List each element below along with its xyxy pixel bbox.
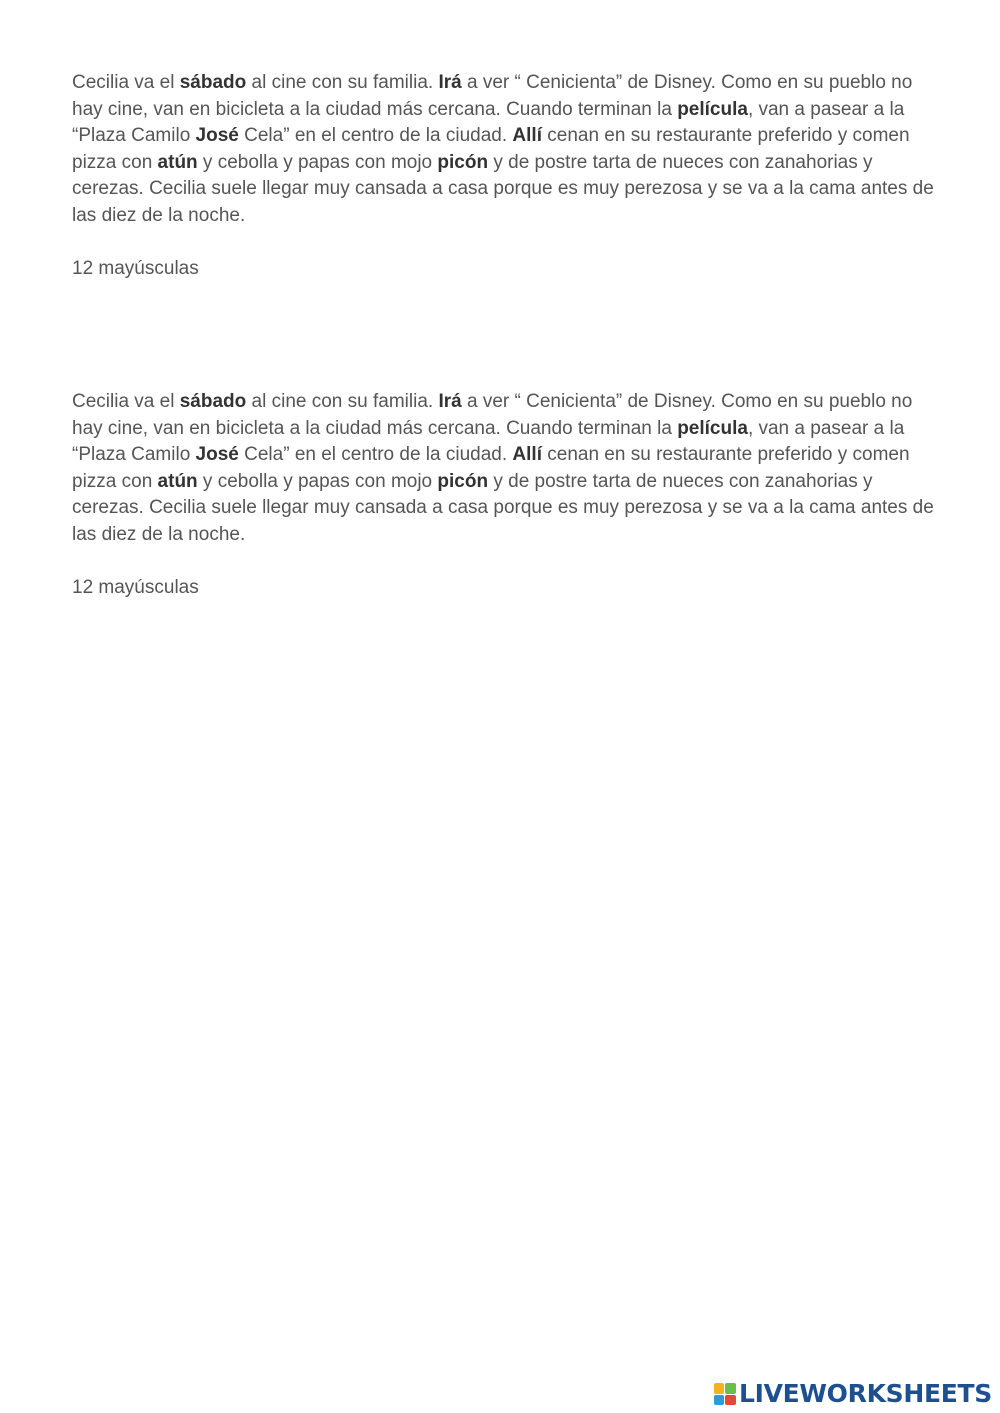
exercise-block-2 [72, 389, 942, 602]
exercise-paragraph: Cecilia va el sábado al cine con su familia. Irá a ver “ Cenicienta” de Disney. Como en su pueblo no hay cine, van en bicicleta a la ciudad más cercana. Cuando terminan la película, van a pasear a la “Plaza Camilo José Cela” en el centro de la ciudad. Allí cenan en su restaurante preferido y comen pizza con atún y cebolla y papas con mojo picón y de postre tarta de nueces con zanahorias y cerezas. Cecilia suele llegar muy cansada a casa porque es muy perezosa y se va a la cama antes de las diez de la noche. [72, 391, 934, 545]
liveworksheets-logo [714, 1381, 992, 1407]
liveworksheets-logo-icon [714, 1383, 736, 1405]
highlighted-word: película [677, 417, 748, 439]
highlighted-word: picón [437, 151, 489, 173]
brand-name: LIVEWORKSHEETS [738, 1379, 992, 1408]
exercise-block-1 [72, 70, 942, 283]
capitals-count-label: 12 mayúsculas [72, 576, 199, 598]
capitals-count-label: 12 mayúsculas [72, 257, 199, 279]
exercise-paragraph: Cecilia va el sábado al cine con su familia. Irá a ver “ Cenicienta” de Disney. Como en su pueblo no hay cine, van en bicicleta a la ciudad más cercana. Cuando terminan la película, van a pasear a la “Plaza Camilo José Cela” en el centro de la ciudad. Allí cenan en su restaurante preferido y comen pizza con atún y cebolla y papas con mojo picón y de postre tarta de nueces con zanahorias y cerezas. Cecilia suele llegar muy cansada a casa porque es muy perezosa y se va a la cama antes de las diez de la noche. [72, 72, 934, 226]
highlighted-word: atún [157, 151, 198, 173]
highlighted-word: sábado [179, 391, 247, 412]
highlighted-word: José [195, 125, 239, 147]
highlighted-word: picón [437, 470, 489, 492]
highlighted-word: Allí [512, 444, 542, 466]
highlighted-word: atún [157, 470, 198, 492]
highlighted-word: Irá [438, 391, 462, 412]
highlighted-word: José [195, 444, 239, 466]
highlighted-word: sábado [179, 72, 247, 93]
highlighted-word: película [677, 98, 748, 120]
highlighted-word: Irá [438, 72, 462, 93]
highlighted-word: Allí [512, 125, 542, 147]
